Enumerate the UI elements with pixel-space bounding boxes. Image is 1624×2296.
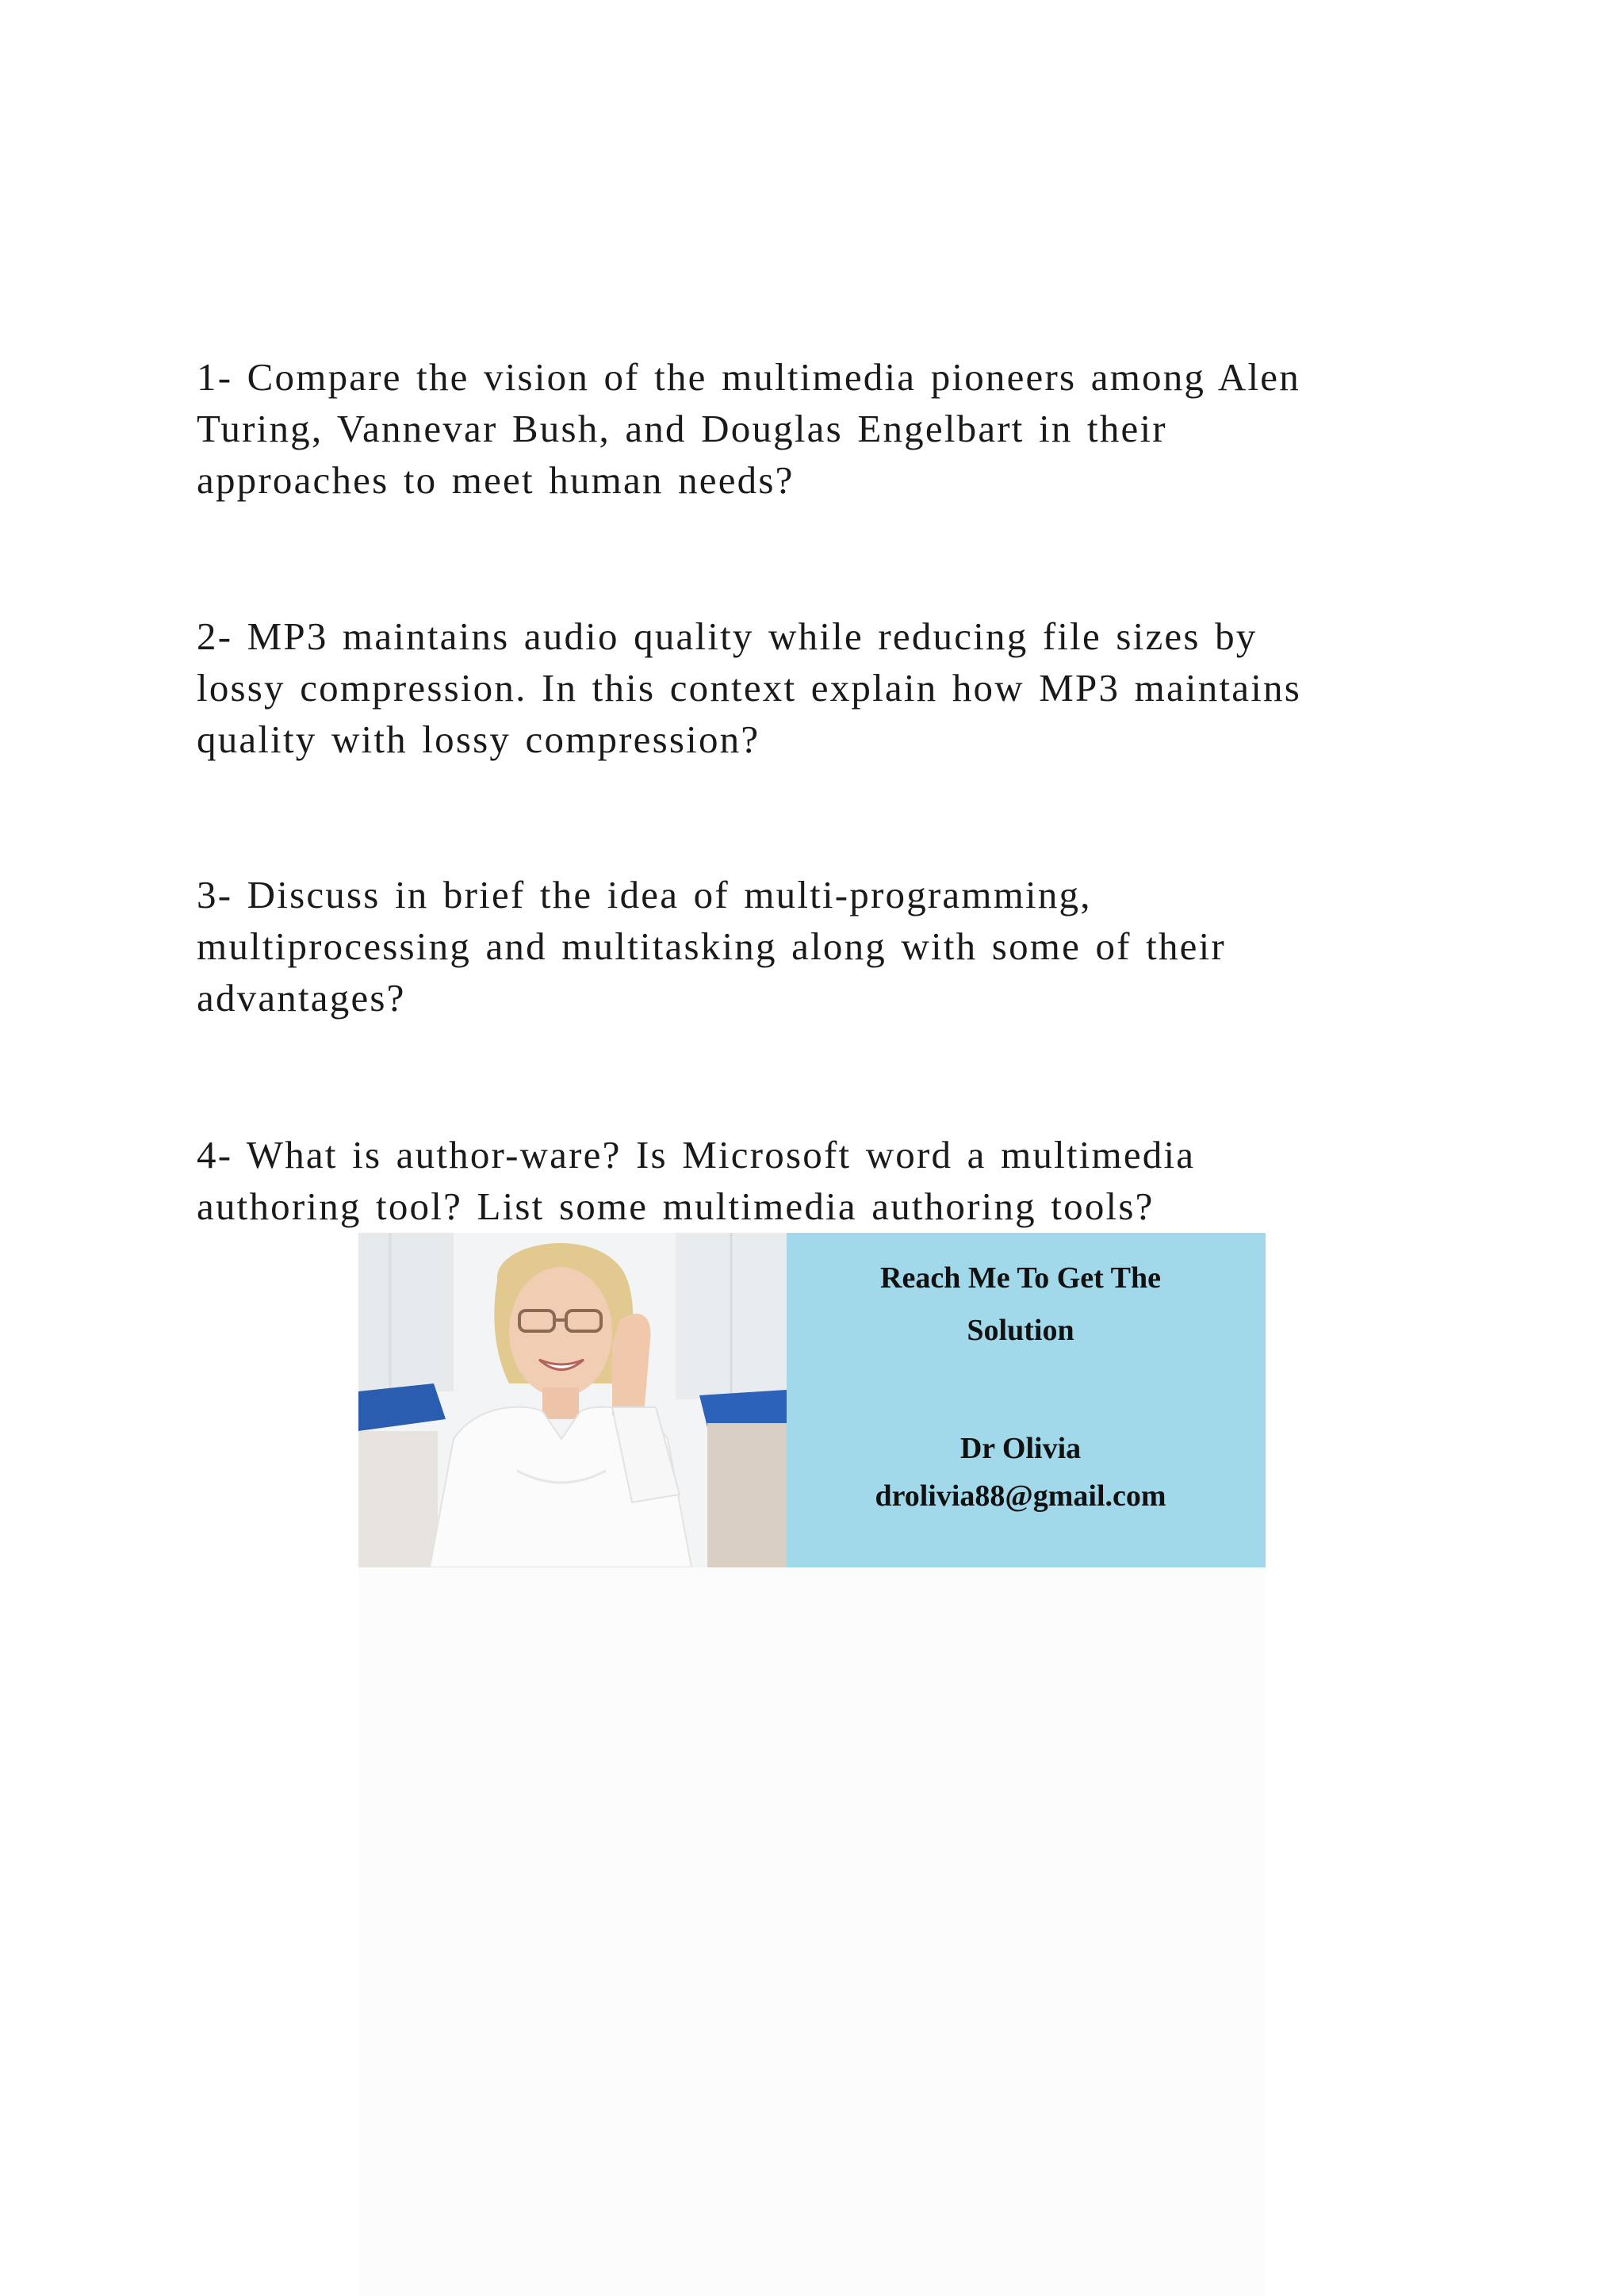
smiling-woman-photo-icon xyxy=(358,1233,787,1567)
question-4-line-1: 4- What is author-ware? Is Microsoft word a multimedia xyxy=(197,1133,1196,1177)
question-1-line-1: 1- Compare the vision of the multimedia pioneers among Alen xyxy=(197,355,1300,399)
image-shadow-area xyxy=(358,1567,1266,2296)
contact-email: drolivia88@gmail.com xyxy=(875,1479,1166,1513)
question-4-line-2: authoring tool? List some multimedia authoring tools? xyxy=(197,1184,1155,1228)
cta-line-2: Solution xyxy=(967,1314,1074,1347)
contact-banner xyxy=(358,1233,1266,1567)
question-1 xyxy=(197,351,1434,506)
question-3-line-1: 3- Discuss in brief the idea of multi-programming, xyxy=(197,873,1092,916)
question-2-line-2: lossy compression. In this context explain how MP3 maintains xyxy=(197,666,1301,710)
question-3 xyxy=(197,869,1434,1024)
question-3-line-3: advantages? xyxy=(197,976,406,1020)
question-4 xyxy=(197,1129,1434,1232)
question-1-line-3: approaches to meet human needs? xyxy=(197,458,795,502)
cta-line-1: Reach Me To Get The xyxy=(880,1261,1161,1295)
contact-name: Dr Olivia xyxy=(959,1432,1082,1465)
question-2-line-1: 2- MP3 maintains audio quality while reducing file sizes by xyxy=(197,614,1258,658)
question-1-line-2: Turing, Vannevar Bush, and Douglas Engelbart in their xyxy=(197,407,1167,450)
contact-panel xyxy=(787,1233,1266,1567)
question-2-line-3: quality with lossy compression? xyxy=(197,718,760,761)
question-2 xyxy=(197,610,1434,765)
question-3-line-2: multiprocessing and multitasking along with some of their xyxy=(197,924,1226,968)
